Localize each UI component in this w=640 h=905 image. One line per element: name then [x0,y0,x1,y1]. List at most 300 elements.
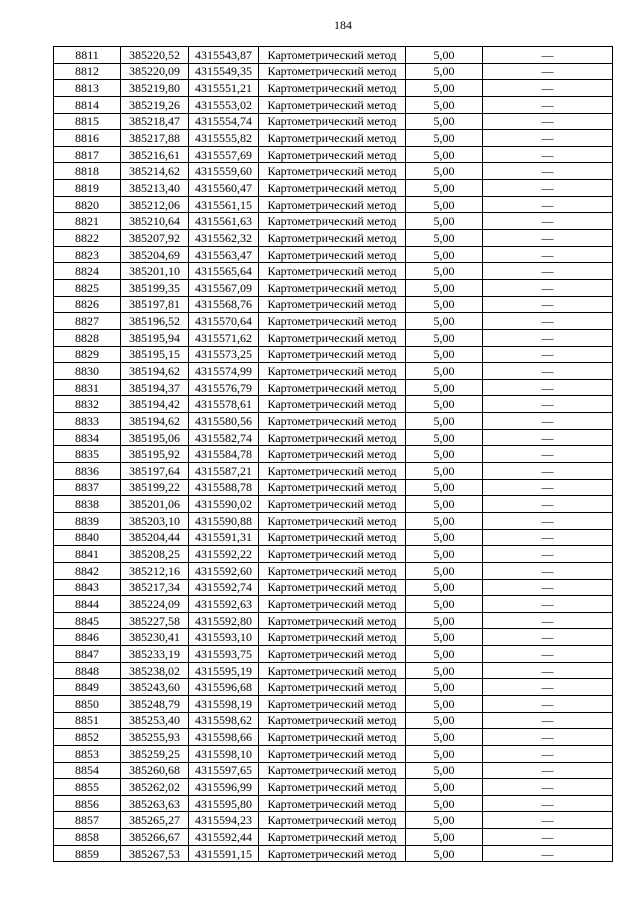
note-cell: — [483,596,613,613]
method-cell: Картометрический метод [259,130,406,147]
x-coordinate-cell: 385195,92 [121,446,189,463]
coordinates-table-body [54,47,613,862]
note-cell: — [483,130,613,147]
x-coordinate-cell: 385233,19 [121,646,189,663]
note-cell: — [483,263,613,280]
table-row [54,729,613,746]
note-cell: — [483,579,613,596]
point-number-cell: 8836 [54,463,121,480]
note-cell: — [483,196,613,213]
table-row [54,629,613,646]
table-row [54,196,613,213]
note-cell: — [483,63,613,80]
x-coordinate-cell: 385194,37 [121,379,189,396]
note-cell: — [483,712,613,729]
table-row [54,163,613,180]
table-row [54,446,613,463]
method-cell: Картометрический метод [259,463,406,480]
method-cell: Картометрический метод [259,646,406,663]
table-row [54,396,613,413]
x-coordinate-cell: 385207,92 [121,230,189,247]
x-coordinate-cell: 385248,79 [121,695,189,712]
point-number-cell: 8851 [54,712,121,729]
note-cell: — [483,662,613,679]
note-cell: — [483,463,613,480]
point-number-cell: 8845 [54,612,121,629]
accuracy-cell: 5,00 [406,812,483,829]
x-coordinate-cell: 385217,88 [121,130,189,147]
point-number-cell: 8846 [54,629,121,646]
point-number-cell: 8817 [54,146,121,163]
table-row [54,346,613,363]
note-cell: — [483,479,613,496]
accuracy-cell: 5,00 [406,180,483,197]
method-cell: Картометрический метод [259,413,406,430]
y-coordinate-cell: 4315598,66 [189,729,259,746]
note-cell: — [483,396,613,413]
accuracy-cell: 5,00 [406,396,483,413]
accuracy-cell: 5,00 [406,479,483,496]
accuracy-cell: 5,00 [406,63,483,80]
note-cell: — [483,845,613,862]
x-coordinate-cell: 385263,63 [121,795,189,812]
x-coordinate-cell: 385259,25 [121,745,189,762]
method-cell: Картометрический метод [259,496,406,513]
point-number-cell: 8855 [54,779,121,796]
y-coordinate-cell: 4315561,15 [189,196,259,213]
x-coordinate-cell: 385195,94 [121,329,189,346]
x-coordinate-cell: 385224,09 [121,596,189,613]
method-cell: Картометрический метод [259,429,406,446]
table-row [54,130,613,147]
note-cell: — [483,146,613,163]
point-number-cell: 8818 [54,163,121,180]
table-row [54,80,613,97]
method-cell: Картометрический метод [259,446,406,463]
table-row [54,745,613,762]
accuracy-cell: 5,00 [406,729,483,746]
accuracy-cell: 5,00 [406,429,483,446]
table-row [54,63,613,80]
x-coordinate-cell: 385196,52 [121,313,189,330]
y-coordinate-cell: 4315563,47 [189,246,259,263]
x-coordinate-cell: 385220,52 [121,47,189,64]
point-number-cell: 8843 [54,579,121,596]
method-cell: Картометрический метод [259,845,406,862]
accuracy-cell: 5,00 [406,546,483,563]
note-cell: — [483,779,613,796]
point-number-cell: 8840 [54,529,121,546]
method-cell: Картометрический метод [259,712,406,729]
point-number-cell: 8849 [54,679,121,696]
note-cell: — [483,96,613,113]
method-cell: Картометрический метод [259,396,406,413]
method-cell: Картометрический метод [259,113,406,130]
method-cell: Картометрический метод [259,163,406,180]
accuracy-cell: 5,00 [406,446,483,463]
y-coordinate-cell: 4315559,60 [189,163,259,180]
method-cell: Картометрический метод [259,80,406,97]
point-number-cell: 8828 [54,329,121,346]
table-row [54,662,613,679]
method-cell: Картометрический метод [259,296,406,313]
point-number-cell: 8848 [54,662,121,679]
x-coordinate-cell: 385201,10 [121,263,189,280]
note-cell: — [483,612,613,629]
x-coordinate-cell: 385255,93 [121,729,189,746]
accuracy-cell: 5,00 [406,679,483,696]
point-number-cell: 8827 [54,313,121,330]
x-coordinate-cell: 385218,47 [121,113,189,130]
table-row [54,679,613,696]
note-cell: — [483,413,613,430]
method-cell: Картометрический метод [259,180,406,197]
y-coordinate-cell: 4315590,88 [189,512,259,529]
note-cell: — [483,313,613,330]
y-coordinate-cell: 4315598,10 [189,745,259,762]
method-cell: Картометрический метод [259,246,406,263]
note-cell: — [483,562,613,579]
accuracy-cell: 5,00 [406,296,483,313]
method-cell: Картометрический метод [259,213,406,230]
method-cell: Картометрический метод [259,529,406,546]
point-number-cell: 8833 [54,413,121,430]
y-coordinate-cell: 4315582,74 [189,429,259,446]
note-cell: — [483,496,613,513]
y-coordinate-cell: 4315543,87 [189,47,259,64]
note-cell: — [483,646,613,663]
note-cell: — [483,246,613,263]
y-coordinate-cell: 4315592,80 [189,612,259,629]
accuracy-cell: 5,00 [406,795,483,812]
y-coordinate-cell: 4315561,63 [189,213,259,230]
y-coordinate-cell: 4315592,22 [189,546,259,563]
method-cell: Картометрический метод [259,729,406,746]
table-row [54,579,613,596]
table-row [54,562,613,579]
x-coordinate-cell: 385265,27 [121,812,189,829]
point-number-cell: 8829 [54,346,121,363]
table-row [54,779,613,796]
table-row [54,113,613,130]
note-cell: — [483,762,613,779]
x-coordinate-cell: 385195,06 [121,429,189,446]
accuracy-cell: 5,00 [406,646,483,663]
x-coordinate-cell: 385194,42 [121,396,189,413]
y-coordinate-cell: 4315595,80 [189,795,259,812]
y-coordinate-cell: 4315590,02 [189,496,259,513]
method-cell: Картометрический метод [259,263,406,280]
x-coordinate-cell: 385208,25 [121,546,189,563]
method-cell: Картометрический метод [259,762,406,779]
x-coordinate-cell: 385260,68 [121,762,189,779]
point-number-cell: 8842 [54,562,121,579]
point-number-cell: 8852 [54,729,121,746]
method-cell: Картометрический метод [259,512,406,529]
accuracy-cell: 5,00 [406,612,483,629]
point-number-cell: 8814 [54,96,121,113]
accuracy-cell: 5,00 [406,529,483,546]
note-cell: — [483,546,613,563]
point-number-cell: 8812 [54,63,121,80]
note-cell: — [483,695,613,712]
accuracy-cell: 5,00 [406,346,483,363]
note-cell: — [483,47,613,64]
table-row [54,845,613,862]
method-cell: Картометрический метод [259,279,406,296]
point-number-cell: 8819 [54,180,121,197]
note-cell: — [483,346,613,363]
table-row [54,596,613,613]
x-coordinate-cell: 385220,09 [121,63,189,80]
method-cell: Картометрический метод [259,795,406,812]
table-row [54,529,613,546]
method-cell: Картометрический метод [259,829,406,846]
x-coordinate-cell: 385213,40 [121,180,189,197]
y-coordinate-cell: 4315598,62 [189,712,259,729]
y-coordinate-cell: 4315551,21 [189,80,259,97]
method-cell: Картометрический метод [259,230,406,247]
point-number-cell: 8826 [54,296,121,313]
accuracy-cell: 5,00 [406,562,483,579]
method-cell: Картометрический метод [259,346,406,363]
x-coordinate-cell: 385216,61 [121,146,189,163]
table-row [54,146,613,163]
method-cell: Картометрический метод [259,313,406,330]
accuracy-cell: 5,00 [406,662,483,679]
method-cell: Картометрический метод [259,379,406,396]
y-coordinate-cell: 4315571,62 [189,329,259,346]
y-coordinate-cell: 4315593,10 [189,629,259,646]
accuracy-cell: 5,00 [406,130,483,147]
note-cell: — [483,113,613,130]
note-cell: — [483,279,613,296]
table-row [54,296,613,313]
method-cell: Картометрический метод [259,579,406,596]
table-row [54,180,613,197]
method-cell: Картометрический метод [259,679,406,696]
method-cell: Картометрический метод [259,363,406,380]
note-cell: — [483,829,613,846]
table-row [54,512,613,529]
table-row [54,379,613,396]
x-coordinate-cell: 385199,22 [121,479,189,496]
y-coordinate-cell: 4315578,61 [189,396,259,413]
note-cell: — [483,213,613,230]
accuracy-cell: 5,00 [406,263,483,280]
point-number-cell: 8813 [54,80,121,97]
y-coordinate-cell: 4315567,09 [189,279,259,296]
point-number-cell: 8839 [54,512,121,529]
method-cell: Картометрический метод [259,196,406,213]
y-coordinate-cell: 4315553,02 [189,96,259,113]
accuracy-cell: 5,00 [406,829,483,846]
y-coordinate-cell: 4315596,68 [189,679,259,696]
y-coordinate-cell: 4315591,31 [189,529,259,546]
point-number-cell: 8820 [54,196,121,213]
table-row [54,812,613,829]
page-number: 184 [334,18,352,32]
method-cell: Картометрический метод [259,596,406,613]
x-coordinate-cell: 385204,69 [121,246,189,263]
point-number-cell: 8831 [54,379,121,396]
note-cell: — [483,180,613,197]
y-coordinate-cell: 4315592,74 [189,579,259,596]
accuracy-cell: 5,00 [406,712,483,729]
point-number-cell: 8847 [54,646,121,663]
note-cell: — [483,629,613,646]
y-coordinate-cell: 4315592,63 [189,596,259,613]
note-cell: — [483,729,613,746]
point-number-cell: 8824 [54,263,121,280]
x-coordinate-cell: 385253,40 [121,712,189,729]
note-cell: — [483,795,613,812]
table-row [54,795,613,812]
point-number-cell: 8821 [54,213,121,230]
point-number-cell: 8857 [54,812,121,829]
method-cell: Картометрический метод [259,812,406,829]
table-row [54,363,613,380]
x-coordinate-cell: 385227,58 [121,612,189,629]
x-coordinate-cell: 385199,35 [121,279,189,296]
x-coordinate-cell: 385212,06 [121,196,189,213]
table-row [54,230,613,247]
accuracy-cell: 5,00 [406,230,483,247]
accuracy-cell: 5,00 [406,629,483,646]
note-cell: — [483,230,613,247]
point-number-cell: 8830 [54,363,121,380]
method-cell: Картометрический метод [259,146,406,163]
y-coordinate-cell: 4315565,64 [189,263,259,280]
point-number-cell: 8853 [54,745,121,762]
method-cell: Картометрический метод [259,629,406,646]
x-coordinate-cell: 385243,60 [121,679,189,696]
accuracy-cell: 5,00 [406,463,483,480]
method-cell: Картометрический метод [259,695,406,712]
x-coordinate-cell: 385197,81 [121,296,189,313]
point-number-cell: 8844 [54,596,121,613]
point-number-cell: 8811 [54,47,121,64]
note-cell: — [483,679,613,696]
point-number-cell: 8835 [54,446,121,463]
table-row [54,213,613,230]
note-cell: — [483,163,613,180]
y-coordinate-cell: 4315555,82 [189,130,259,147]
y-coordinate-cell: 4315587,21 [189,463,259,480]
x-coordinate-cell: 385197,64 [121,463,189,480]
accuracy-cell: 5,00 [406,779,483,796]
accuracy-cell: 5,00 [406,47,483,64]
y-coordinate-cell: 4315592,60 [189,562,259,579]
table-row [54,47,613,64]
note-cell: — [483,512,613,529]
accuracy-cell: 5,00 [406,845,483,862]
table-row [54,96,613,113]
table-row [54,279,613,296]
y-coordinate-cell: 4315596,99 [189,779,259,796]
x-coordinate-cell: 385194,62 [121,413,189,430]
y-coordinate-cell: 4315595,19 [189,662,259,679]
method-cell: Картометрический метод [259,479,406,496]
y-coordinate-cell: 4315560,47 [189,180,259,197]
point-number-cell: 8837 [54,479,121,496]
point-number-cell: 8858 [54,829,121,846]
y-coordinate-cell: 4315591,15 [189,845,259,862]
x-coordinate-cell: 385219,80 [121,80,189,97]
note-cell: — [483,296,613,313]
y-coordinate-cell: 4315568,76 [189,296,259,313]
accuracy-cell: 5,00 [406,96,483,113]
table-row [54,496,613,513]
point-number-cell: 8854 [54,762,121,779]
x-coordinate-cell: 385201,06 [121,496,189,513]
method-cell: Картометрический метод [259,96,406,113]
table-row [54,712,613,729]
x-coordinate-cell: 385262,02 [121,779,189,796]
point-number-cell: 8825 [54,279,121,296]
table-row [54,313,613,330]
x-coordinate-cell: 385195,15 [121,346,189,363]
accuracy-cell: 5,00 [406,279,483,296]
accuracy-cell: 5,00 [406,329,483,346]
x-coordinate-cell: 385267,53 [121,845,189,862]
point-number-cell: 8838 [54,496,121,513]
y-coordinate-cell: 4315557,69 [189,146,259,163]
accuracy-cell: 5,00 [406,762,483,779]
table-row [54,762,613,779]
table-row [54,463,613,480]
method-cell: Картометрический метод [259,562,406,579]
accuracy-cell: 5,00 [406,313,483,330]
accuracy-cell: 5,00 [406,695,483,712]
x-coordinate-cell: 385219,26 [121,96,189,113]
x-coordinate-cell: 385214,62 [121,163,189,180]
y-coordinate-cell: 4315562,32 [189,230,259,247]
point-number-cell: 8822 [54,230,121,247]
table-row [54,546,613,563]
y-coordinate-cell: 4315592,44 [189,829,259,846]
x-coordinate-cell: 385212,16 [121,562,189,579]
y-coordinate-cell: 4315576,79 [189,379,259,396]
note-cell: — [483,429,613,446]
table-row [54,646,613,663]
table-row [54,429,613,446]
y-coordinate-cell: 4315598,19 [189,695,259,712]
table-row [54,329,613,346]
y-coordinate-cell: 4315549,35 [189,63,259,80]
y-coordinate-cell: 4315554,74 [189,113,259,130]
note-cell: — [483,80,613,97]
x-coordinate-cell: 385238,02 [121,662,189,679]
x-coordinate-cell: 385266,67 [121,829,189,846]
y-coordinate-cell: 4315580,56 [189,413,259,430]
point-number-cell: 8859 [54,845,121,862]
point-number-cell: 8856 [54,795,121,812]
method-cell: Картометрический метод [259,63,406,80]
y-coordinate-cell: 4315570,64 [189,313,259,330]
accuracy-cell: 5,00 [406,113,483,130]
point-number-cell: 8850 [54,695,121,712]
note-cell: — [483,329,613,346]
y-coordinate-cell: 4315594,23 [189,812,259,829]
method-cell: Картометрический метод [259,546,406,563]
table-row [54,829,613,846]
accuracy-cell: 5,00 [406,363,483,380]
note-cell: — [483,446,613,463]
x-coordinate-cell: 385217,34 [121,579,189,596]
method-cell: Картометрический метод [259,745,406,762]
y-coordinate-cell: 4315584,78 [189,446,259,463]
